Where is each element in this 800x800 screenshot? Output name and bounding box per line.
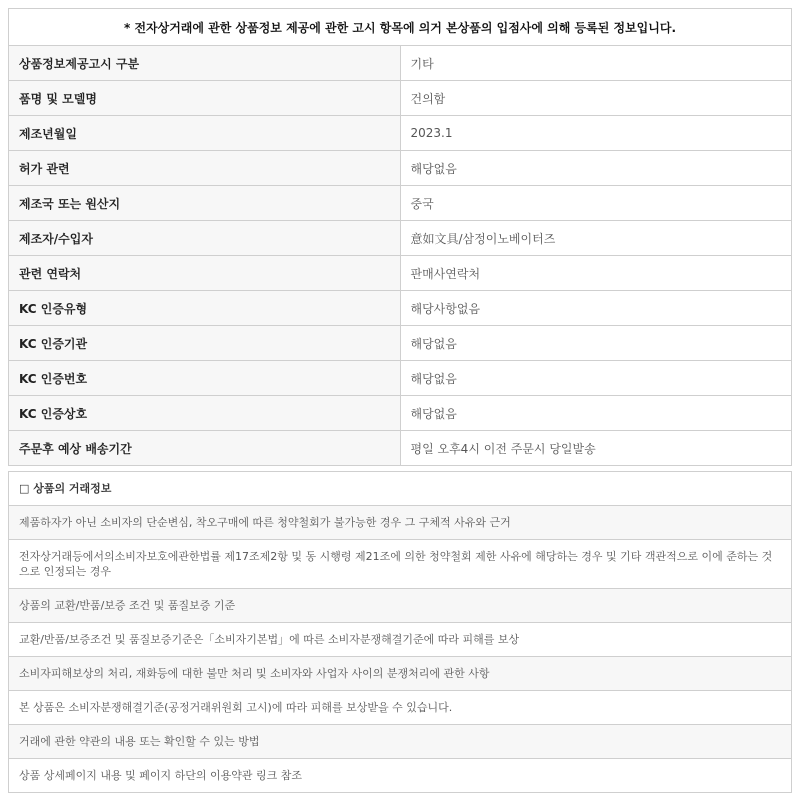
notice-value: 해당사항없음: [400, 291, 792, 326]
product-notice-section: [8, 8, 792, 466]
notice-value: 2023.1: [400, 116, 792, 151]
notice-label: 허가 관련: [9, 151, 401, 186]
notice-label: KC 인증번호: [9, 361, 401, 396]
notice-label: KC 인증상호: [9, 396, 401, 431]
notice-row: [9, 256, 792, 291]
notice-row: [9, 291, 792, 326]
notice-row: [9, 151, 792, 186]
trade-question: 제품하자가 아닌 소비자의 단순변심, 착오구매에 따른 청약철회가 불가능한 경우 그 구체적 사유와 근거: [9, 506, 791, 540]
notice-value: 평일 오후4시 이전 주문시 당일발송: [400, 431, 792, 466]
notice-value: 해당없음: [400, 151, 792, 186]
notice-row: [9, 46, 792, 81]
trade-answer: 본 상품은 소비자분쟁해결기준(공정거래위원회 고시)에 따라 피해를 보상받을 수 있습니다.: [9, 691, 791, 725]
notice-value: 판매사연락처: [400, 256, 792, 291]
notice-value: 해당없음: [400, 396, 792, 431]
trade-info-section: [8, 471, 792, 793]
notice-row: [9, 396, 792, 431]
notice-row: [9, 361, 792, 396]
notice-header: * 전자상거래에 관한 상품정보 제공에 관한 고시 항목에 의거 본상품의 입점사에 의해 등록된 정보입니다.: [9, 9, 792, 46]
trade-answer: 상품 상세페이지 내용 및 페이지 하단의 이용약관 링크 참조: [19, 769, 302, 782]
notice-row: [9, 326, 792, 361]
notice-value: 건의함: [400, 81, 792, 116]
notice-header-row: [9, 9, 792, 46]
trade-question: 상품의 교환/반품/보증 조건 및 품질보증 기준: [9, 589, 791, 623]
notice-row: [9, 221, 792, 256]
trade-question: 소비자피해보상의 처리, 재화등에 대한 불만 처리 및 소비자와 사업자 사이의 분쟁처리에 관한 사항: [9, 657, 791, 691]
notice-label: KC 인증유형: [9, 291, 401, 326]
notice-row: [9, 81, 792, 116]
notice-label: 관련 연락처: [9, 256, 401, 291]
notice-row: [9, 116, 792, 151]
notice-value: 중국: [400, 186, 792, 221]
notice-row: [9, 431, 792, 466]
notice-label: 제조자/수입자: [9, 221, 401, 256]
notice-row: [9, 186, 792, 221]
notice-label: KC 인증기관: [9, 326, 401, 361]
notice-label: 제조국 또는 원산지: [9, 186, 401, 221]
trade-answer: 교환/반품/보증조건 및 품질보증기준은「소비자기본법」에 따른 소비자분쟁해결기준에 따라 피해를 보상: [9, 623, 791, 657]
notice-value: 기타: [400, 46, 792, 81]
trade-question: 거래에 관한 약관의 내용 또는 확인할 수 있는 방법: [9, 725, 791, 759]
trade-info-title: □ 상품의 거래정보: [9, 472, 791, 506]
notice-value: 意如文具/삼정이노베이터즈: [400, 221, 792, 256]
notice-label: 주문후 예상 배송기간: [9, 431, 401, 466]
product-notice-table: [8, 8, 792, 466]
notice-value: 해당없음: [400, 326, 792, 361]
notice-label: 상품정보제공고시 구분: [9, 46, 401, 81]
trade-answer: 전자상거래등에서의소비자보호에관한법률 제17조제2항 및 동 시행령 제21조에 의한 청약철회 제한 사유에 해당하는 경우 및 기타 객관적으로 이에 준하는 것으로 인정되는 경우: [9, 540, 791, 589]
notice-label: 제조년월일: [9, 116, 401, 151]
notice-label: 품명 및 모델명: [9, 81, 401, 116]
notice-value: 해당없음: [400, 361, 792, 396]
